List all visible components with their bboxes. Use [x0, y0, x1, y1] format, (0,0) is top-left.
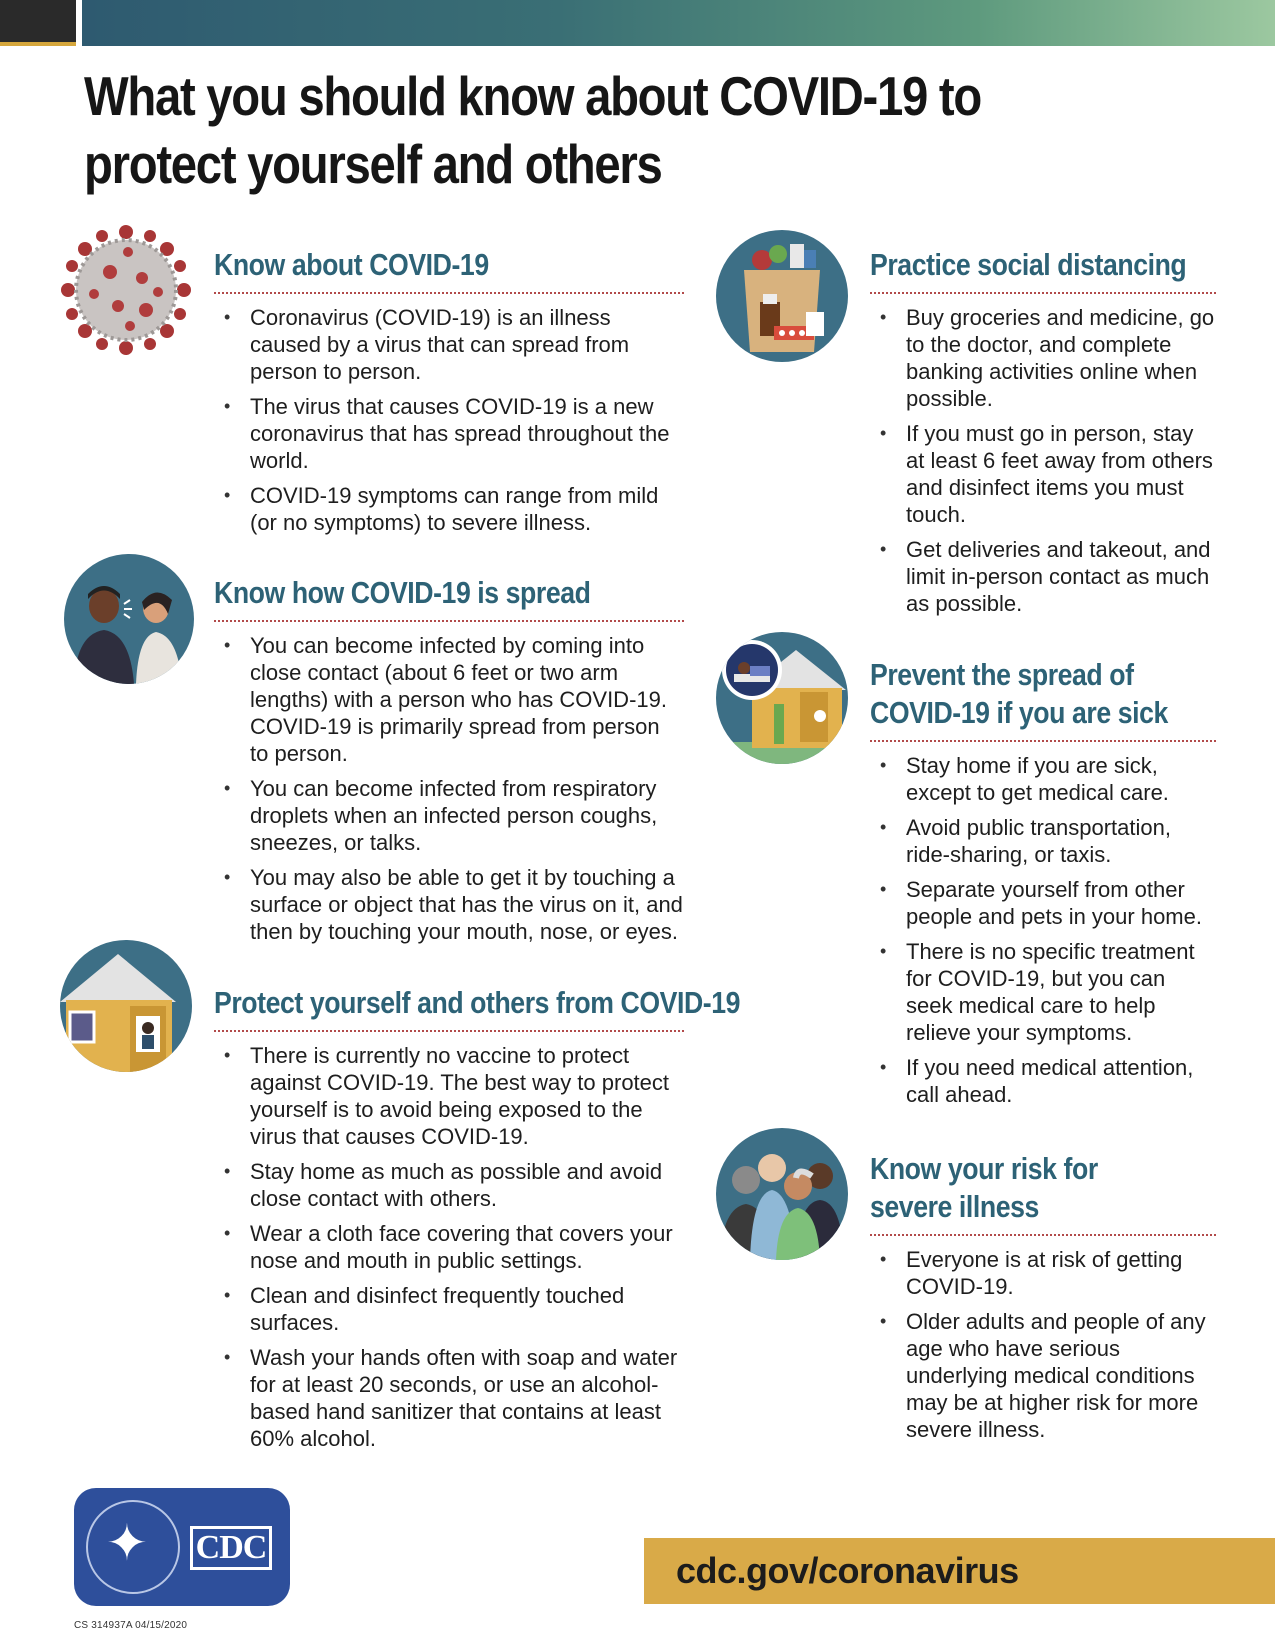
section-protect [214, 984, 741, 1460]
page-title-line-2: protect yourself and others [84, 133, 662, 195]
bullet-list [214, 632, 684, 945]
section-heading-line-2: severe illness [870, 1189, 1039, 1224]
list-item: • Older adults and people of any age who have serious underlying medical conditions may be at higher risk for more severe illness. [870, 1308, 1216, 1443]
sick-house-icon [716, 632, 848, 764]
divider [214, 292, 684, 294]
section-if-sick [870, 656, 1216, 1116]
bullet-list [870, 304, 1216, 617]
list-item: • You may also be able to get it by touching a surface or object that has the virus on it, and then by touching your mouth, nose, or eyes. [214, 864, 684, 945]
header-bar-gradient [82, 0, 1275, 46]
section-heading: Protect yourself and others from COVID-19 [214, 985, 741, 1020]
list-item: • Wear a cloth face covering that covers your nose and mouth in public settings. [214, 1220, 684, 1274]
divider [870, 740, 1216, 742]
list-item: • Stay home if you are sick, except to get medical care. [870, 752, 1216, 806]
list-item: • If you must go in person, stay at least 6 feet away from others and disinfect items you must touch. [870, 420, 1216, 528]
section-heading: Practice social distancing [870, 247, 1187, 282]
section-know-about [214, 246, 684, 544]
header-bar-dark [0, 0, 76, 42]
list-item: • Get deliveries and takeout, and limit in-person contact as much as possible. [870, 536, 1216, 617]
section-heading-line-2: COVID-19 if you are sick [870, 695, 1168, 730]
section-heading-line-1: Know your risk for [870, 1151, 1098, 1186]
hhs-cdc-logo [74, 1488, 290, 1606]
list-item: • Buy groceries and medicine, go to the doctor, and complete banking activities online when possible. [870, 304, 1216, 412]
eagle-icon: ✦ [106, 1515, 148, 1571]
bullet-list [870, 752, 1216, 1108]
house-icon [60, 940, 192, 1072]
list-item: • Separate yourself from other people and pets in your home. [870, 876, 1216, 930]
bullet-list [214, 1042, 684, 1452]
list-item: • The virus that causes COVID-19 is a new coronavirus that has spread throughout the world. [214, 393, 684, 474]
list-item: • Stay home as much as possible and avoid close contact with others. [214, 1158, 684, 1212]
divider [870, 292, 1216, 294]
list-item: • You can become infected from respiratory droplets when an infected person coughs, sneezes, or talks. [214, 775, 684, 856]
section-heading-line-1: Prevent the spread of [870, 657, 1134, 692]
groceries-icon [716, 230, 848, 362]
list-item: • You can become infected by coming into close contact (about 6 feet or two arm lengths) with a person who has COVID-19. COVID-19 is primarily spread from person to person. [214, 632, 684, 767]
list-item: • Everyone is at risk of getting COVID-19. [870, 1246, 1216, 1300]
list-item: • Wash your hands often with soap and water for at least 20 seconds, or use an alcohol-based hand sanitizer that contains at least 60% alcohol. [214, 1344, 684, 1452]
section-heading [870, 656, 1168, 732]
section-risk [870, 1150, 1216, 1451]
section-how-spread [214, 574, 684, 953]
list-item: • If you need medical attention, call ahead. [870, 1054, 1216, 1108]
cdc-wordmark: CDC [190, 1526, 272, 1570]
list-item: • Coronavirus (COVID-19) is an illness caused by a virus that can spread from person to person. [214, 304, 684, 385]
bullet-list [214, 304, 684, 536]
header-bar-accent [0, 42, 76, 46]
page-title-line-1: What you should know about COVID-19 to [84, 65, 981, 127]
cough-icon [64, 554, 194, 684]
section-heading: Know how COVID-19 is spread [214, 575, 591, 610]
publication-code: CS 314937A 04/15/2020 [74, 1620, 188, 1631]
section-heading: Know about COVID-19 [214, 247, 489, 282]
older-adults-icon [716, 1128, 848, 1260]
url-banner [644, 1538, 1275, 1604]
list-item: • Avoid public transportation, ride-sharing, or taxis. [870, 814, 1216, 868]
virus-icon [58, 222, 194, 358]
url-link[interactable]: cdc.gov/coronavirus [676, 1550, 1019, 1591]
list-item: • There is currently no vaccine to protect against COVID-19. The best way to protect yourself is to avoid being exposed to the virus that causes COVID-19. [214, 1042, 684, 1150]
section-social-distancing [870, 246, 1216, 625]
page-title [84, 62, 1030, 198]
list-item: • There is no specific treatment for COVID-19, but you can seek medical care to help relieve your symptoms. [870, 938, 1216, 1046]
list-item: • Clean and disinfect frequently touched surfaces. [214, 1282, 684, 1336]
divider [214, 1030, 684, 1032]
list-item: • COVID-19 symptoms can range from mild (or no symptoms) to severe illness. [214, 482, 684, 536]
divider [214, 620, 684, 622]
bullet-list [870, 1246, 1216, 1443]
section-heading [870, 1150, 1168, 1226]
divider [870, 1234, 1216, 1236]
